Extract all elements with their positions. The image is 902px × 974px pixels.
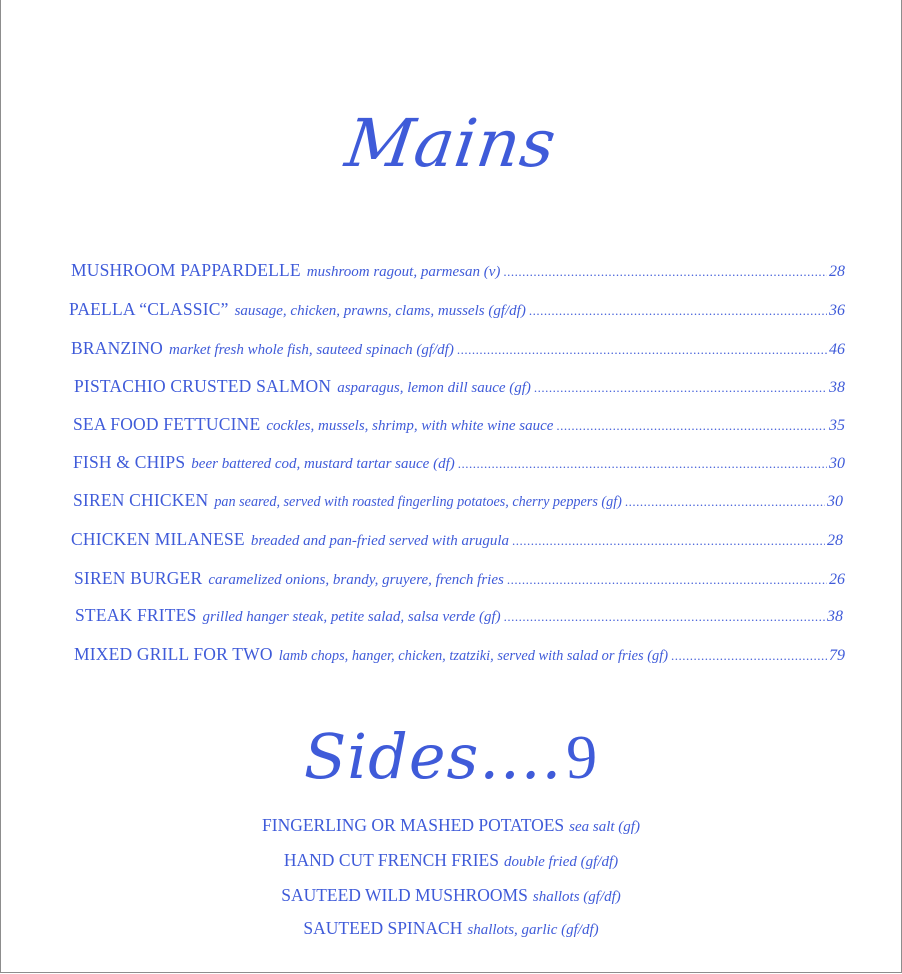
item-description: sausage, chicken, prawns, clams, mussels (gf/df)	[234, 303, 526, 319]
item-description: lamb chops, hanger, chicken, tzatziki, served with salad or fries (gf)	[278, 648, 669, 664]
dot-leader	[458, 452, 827, 476]
side-item	[1, 812, 901, 838]
menu-item	[71, 258, 845, 282]
item-price: 38	[829, 379, 845, 396]
menu-item	[75, 603, 843, 627]
item-name: SEA FOOD FETTUCINE	[73, 414, 261, 434]
item-name: CHICKEN MILANESE	[71, 529, 245, 549]
item-price: 46	[829, 341, 845, 358]
sides-heading	[1, 718, 901, 797]
dot-leader	[503, 260, 827, 284]
menu-item	[73, 488, 843, 512]
item-name: BRANZINO	[71, 338, 164, 358]
dot-leader	[504, 605, 825, 629]
dot-leader	[671, 644, 827, 668]
item-description: breaded and pan-fried served with arugula	[250, 533, 509, 549]
sides-separator: ....	[479, 720, 563, 793]
side-item	[1, 882, 901, 908]
item-price: 26	[829, 571, 845, 588]
item-price: 79	[829, 647, 845, 664]
menu-item	[74, 374, 845, 398]
item-price: 28	[827, 532, 843, 549]
item-description: cockles, mussels, shrimp, with white wine sauce	[266, 418, 554, 434]
item-name: STEAK FRITES	[75, 605, 197, 625]
side-description: sea salt (gf)	[569, 819, 640, 835]
item-description: mushroom ragout, parmesan (v)	[306, 264, 501, 280]
dot-leader	[457, 338, 827, 362]
menu-item	[74, 566, 845, 590]
item-name: SIREN CHICKEN	[73, 490, 209, 510]
side-item	[1, 915, 901, 941]
item-price: 30	[829, 455, 845, 472]
dot-leader	[507, 568, 827, 592]
item-price: 35	[829, 417, 845, 434]
sides-title-text: Sides	[303, 720, 480, 793]
item-description: market fresh whole fish, sauteed spinach (gf/df)	[169, 342, 454, 358]
menu-item	[73, 412, 845, 436]
item-description: asparagus, lemon dill sauce (gf)	[337, 380, 531, 396]
menu-item	[73, 450, 845, 474]
item-description: pan seared, served with roasted fingerling potatoes, cherry peppers (gf)	[214, 494, 622, 510]
item-price: 30	[827, 493, 843, 510]
item-price: 36	[829, 302, 845, 319]
side-name: SAUTEED WILD MUSHROOMS	[281, 885, 528, 905]
dot-leader	[556, 414, 827, 438]
side-name: SAUTEED SPINACH	[303, 918, 463, 938]
item-price: 38	[827, 608, 843, 625]
menu-item	[69, 297, 845, 321]
dot-leader	[625, 490, 825, 514]
sides-price: 9	[566, 724, 599, 792]
menu-item	[74, 642, 845, 666]
item-description: caramelized onions, brandy, gruyere, french fries	[208, 572, 504, 588]
dot-leader	[529, 299, 827, 323]
mains-heading: Mains	[340, 105, 562, 182]
dot-leader	[512, 529, 825, 553]
menu-item	[71, 527, 843, 551]
side-name: HAND CUT FRENCH FRIES	[283, 850, 499, 870]
item-name: MIXED GRILL FOR TWO	[74, 644, 273, 664]
dot-leader	[534, 376, 827, 400]
side-item	[1, 847, 901, 873]
side-description: shallots, garlic (gf/df)	[467, 922, 599, 938]
item-description: grilled hanger steak, petite salad, salsa verde (gf)	[202, 609, 501, 625]
item-name: PISTACHIO CRUSTED SALMON	[74, 376, 332, 396]
item-name: PAELLA “CLASSIC”	[69, 299, 229, 319]
side-name: FINGERLING OR MASHED POTATOES	[262, 815, 565, 835]
item-price: 28	[829, 263, 845, 280]
item-name: FISH & CHIPS	[73, 452, 186, 472]
side-description: shallots (gf/df)	[532, 889, 621, 905]
side-description: double fried (gf/df)	[503, 854, 619, 870]
item-name: MUSHROOM PAPPARDELLE	[71, 260, 301, 280]
item-description: beer battered cod, mustard tartar sauce (df)	[191, 456, 455, 472]
menu-item	[71, 336, 845, 360]
item-name: SIREN BURGER	[74, 568, 203, 588]
